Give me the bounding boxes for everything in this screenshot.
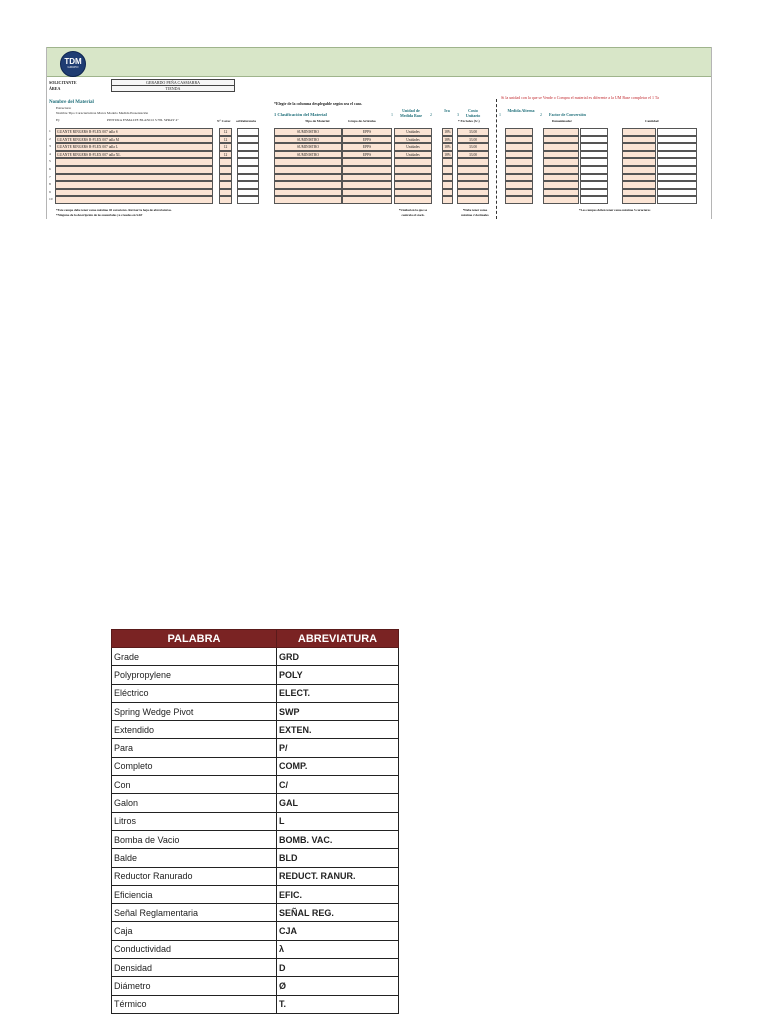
abbreviation-cell: EXTEN. — [277, 721, 399, 739]
medida-alterna-cell[interactable] — [505, 151, 533, 159]
iva-cell[interactable]: 18% — [442, 151, 453, 159]
tipo-material-cell[interactable] — [274, 166, 342, 174]
unidad-medida-cell[interactable]: Unidades — [394, 128, 432, 136]
cantidad-cell[interactable] — [622, 158, 656, 166]
medida-alterna-cell[interactable] — [505, 158, 533, 166]
abbreviation-cell: GRD — [277, 648, 399, 666]
area-field[interactable]: TIENDA — [111, 85, 235, 92]
form-header-bar — [47, 47, 711, 77]
denominador-cell[interactable] — [543, 174, 579, 182]
abbreviations-table — [111, 629, 399, 1014]
cantidad-extra-cell[interactable] — [657, 128, 697, 136]
abbreviation-cell: BOMB. VAC. — [277, 830, 399, 848]
area-label: ÁREA — [49, 86, 61, 91]
denominador-cell[interactable] — [543, 136, 579, 144]
medida-number: 1 — [499, 112, 501, 117]
factor-conversion-heading: Factor de Conversión — [549, 112, 586, 117]
costo-unitario-cell[interactable]: 33.00 — [457, 143, 489, 151]
grupo-articulos-cell[interactable] — [342, 166, 392, 174]
grupo-articulos-cell[interactable] — [342, 174, 392, 182]
referencia-cell[interactable] — [237, 174, 259, 182]
grupo-articulos-cell[interactable]: EPPS — [342, 151, 392, 159]
material-name-cell[interactable] — [55, 158, 213, 166]
tipo-material-cell[interactable] — [274, 181, 342, 189]
material-name-cell[interactable] — [55, 166, 213, 174]
cantidad-cell[interactable] — [622, 136, 656, 144]
word-cell: Densidad — [112, 959, 277, 977]
denominador-cell[interactable] — [543, 196, 579, 204]
tdm-logo — [60, 51, 86, 77]
abbreviation-cell: SWP — [277, 702, 399, 720]
tipo-material-cell[interactable] — [274, 174, 342, 182]
referencia-cell[interactable] — [237, 189, 259, 197]
denominador-extra-cell[interactable] — [580, 166, 608, 174]
referencia-cell[interactable] — [237, 128, 259, 136]
denominador-cell[interactable] — [543, 166, 579, 174]
iva-cell[interactable] — [442, 181, 453, 189]
unidad-medida-cell[interactable] — [394, 181, 432, 189]
abbreviation-row — [112, 684, 399, 702]
nombre-material-heading: Nombre del Material — [49, 100, 94, 105]
caract-count-cell[interactable]: 12 — [219, 151, 232, 159]
medida-alterna-cell[interactable] — [505, 128, 533, 136]
iva-cell[interactable] — [442, 189, 453, 197]
grupo-articulos-cell[interactable] — [342, 196, 392, 204]
referencia-cell[interactable] — [237, 158, 259, 166]
logo-text: TDM — [64, 57, 82, 66]
cantidad-extra-cell[interactable] — [657, 136, 697, 144]
word-cell: Caja — [112, 922, 277, 940]
denominador-extra-cell[interactable] — [580, 143, 608, 151]
row-number: 2 — [49, 136, 51, 141]
row-number: 8 — [49, 182, 51, 187]
factor-number: 2 — [540, 112, 542, 117]
word-cell: Con — [112, 776, 277, 794]
denominador-extra-cell[interactable] — [580, 151, 608, 159]
costo-unitario-cell[interactable] — [457, 189, 489, 197]
denominador-extra-cell[interactable] — [580, 136, 608, 144]
estructura-label: Estructura: — [56, 106, 72, 110]
abbreviation-row — [112, 702, 399, 720]
material-name-cell[interactable] — [55, 189, 213, 197]
abbreviation-cell: REDUCT. RANUR. — [277, 867, 399, 885]
unidad-medida-cell[interactable]: Unidades — [394, 143, 432, 151]
unidad-medida-cell[interactable] — [394, 189, 432, 197]
cantidad-extra-cell[interactable] — [657, 143, 697, 151]
estructura-detail: Nombre Tipo Caracteristicas Marca Modelo Medida Presentación — [56, 111, 149, 115]
cantidad-extra-cell[interactable] — [657, 189, 697, 197]
footnote-sap: *Ninguno de la descripción de los materiales ya creados en SAP — [56, 213, 143, 217]
col-referencia: od Referencia — [236, 119, 256, 123]
abbreviation-row — [112, 794, 399, 812]
abbreviations-body — [112, 648, 399, 1014]
footnote-decimals: *Debe tener como máximo 2 decimales — [461, 208, 489, 217]
row-number: 6 — [49, 167, 51, 171]
logo-subtext: GRUPO — [67, 65, 79, 69]
grupo-articulos-cell[interactable] — [342, 189, 392, 197]
referencia-cell[interactable] — [237, 143, 259, 151]
example-label: Ej: — [56, 118, 61, 122]
col-denominador: Denominador — [552, 119, 572, 123]
medida-alterna-cell[interactable] — [505, 136, 533, 144]
grupo-articulos-cell[interactable] — [342, 158, 392, 166]
cantidad-extra-cell[interactable] — [657, 158, 697, 166]
unidad-medida-cell[interactable]: Unidades — [394, 136, 432, 144]
elegir-note: *Elegir de la columna desplegable según sea el caso. — [274, 101, 363, 106]
abbreviation-row — [112, 959, 399, 977]
medida-alterna-cell[interactable] — [505, 174, 533, 182]
example-value: PINTURA ESMALTE BLANCO 3.78L SPRAY 4" — [107, 118, 179, 122]
abbreviation-row — [112, 904, 399, 922]
word-cell: Diámetro — [112, 977, 277, 995]
denominador-cell[interactable] — [543, 158, 579, 166]
costo-unitario-cell[interactable] — [457, 174, 489, 182]
iva-number: 3 — [457, 112, 459, 117]
referencia-cell[interactable] — [237, 151, 259, 159]
medida-alterna-cell[interactable] — [505, 189, 533, 197]
word-cell: Eléctrico — [112, 684, 277, 702]
costo-unitario-cell[interactable] — [457, 196, 489, 204]
costo-unitario-cell[interactable]: 33.00 — [457, 128, 489, 136]
cantidad-cell[interactable] — [622, 196, 656, 204]
word-cell: Grade — [112, 648, 277, 666]
section-divider — [496, 99, 497, 219]
word-cell: Balde — [112, 849, 277, 867]
grupo-articulos-cell[interactable]: EPPS — [342, 143, 392, 151]
row-number: 10 — [49, 197, 53, 202]
denominador-extra-cell[interactable] — [580, 189, 608, 197]
costo-unitario-cell[interactable] — [457, 166, 489, 174]
word-cell: Para — [112, 739, 277, 757]
tipo-material-cell[interactable]: SUMINISTRO — [274, 128, 342, 136]
unidad-medida-cell[interactable] — [394, 174, 432, 182]
unidad-medida-cell[interactable] — [394, 158, 432, 166]
footnote-stock: *Unidad en la que se controla el stock. — [398, 208, 428, 217]
tipo-material-cell[interactable] — [274, 189, 342, 197]
abbreviation-row — [112, 721, 399, 739]
costo-unitario-cell[interactable]: 33.00 — [457, 136, 489, 144]
denominador-cell[interactable] — [543, 151, 579, 159]
costo-unitario-heading: Costo Unitario — [465, 108, 481, 118]
row-number: 1 — [49, 129, 51, 133]
iva-cell[interactable] — [442, 174, 453, 182]
referencia-cell[interactable] — [237, 181, 259, 189]
iva-cell[interactable]: 18% — [442, 128, 453, 136]
caract-count-cell[interactable] — [219, 189, 232, 197]
col-grupo-articulos: Grupo de Artículos — [348, 119, 376, 123]
material-name-cell[interactable] — [55, 181, 213, 189]
caract-count-cell[interactable]: 12 — [219, 136, 232, 144]
cantidad-cell[interactable] — [622, 174, 656, 182]
abbreviation-row — [112, 739, 399, 757]
cantidad-extra-cell[interactable] — [657, 174, 697, 182]
referencia-cell[interactable] — [237, 196, 259, 204]
denominador-extra-cell[interactable] — [580, 158, 608, 166]
tipo-material-cell[interactable]: SUMINISTRO — [274, 136, 342, 144]
medida-alterna-cell[interactable] — [505, 181, 533, 189]
abbreviation-cell: ELECT. — [277, 684, 399, 702]
tipo-material-cell[interactable]: SUMINISTRO — [274, 151, 342, 159]
cantidad-cell[interactable] — [622, 151, 656, 159]
abbreviation-cell: D — [277, 959, 399, 977]
costo-unitario-cell[interactable] — [457, 158, 489, 166]
material-name-cell[interactable]: GUANTE RINGERS R-FLEX 007 talla S — [55, 128, 213, 136]
solicitante-label: SOLICITANTE — [49, 80, 77, 85]
material-request-form — [46, 47, 712, 219]
abbreviation-cell: P/ — [277, 739, 399, 757]
material-name-cell[interactable] — [55, 196, 213, 204]
word-cell: Térmico — [112, 995, 277, 1013]
word-cell: Spring Wedge Pivot — [112, 702, 277, 720]
tipo-material-cell[interactable]: SUMINISTRO — [274, 143, 342, 151]
abbreviation-row — [112, 830, 399, 848]
denominador-extra-cell[interactable] — [580, 181, 608, 189]
word-cell: Litros — [112, 812, 277, 830]
caract-count-cell[interactable] — [219, 158, 232, 166]
col-tipo-material: Tipo de Material — [305, 119, 330, 123]
grupo-articulos-cell[interactable] — [342, 181, 392, 189]
abbreviation-cell: C/ — [277, 776, 399, 794]
iva-cell[interactable] — [442, 196, 453, 204]
caract-count-cell[interactable] — [219, 196, 232, 204]
row-number: 3 — [49, 144, 51, 149]
abbreviation-cell: POLY — [277, 666, 399, 684]
col-num-caract: N° Carac — [217, 119, 231, 123]
abbreviation-cell: T. — [277, 995, 399, 1013]
abbreviation-row — [112, 867, 399, 885]
referencia-cell[interactable] — [237, 166, 259, 174]
unidad-medida-cell[interactable]: Unidades — [394, 151, 432, 159]
row-number: 7 — [49, 174, 51, 179]
word-cell: Polypropylene — [112, 666, 277, 684]
caract-count-cell[interactable]: 12 — [219, 128, 232, 136]
abbreviation-row — [112, 849, 399, 867]
abbreviation-cell: SEÑAL REG. — [277, 904, 399, 922]
material-name-cell[interactable]: GUANTE RINGERS R-FLEX 007 talla XL — [55, 151, 213, 159]
cantidad-cell[interactable] — [622, 189, 656, 197]
abbreviation-cell: GAL — [277, 794, 399, 812]
abbreviation-row — [112, 995, 399, 1013]
costo-unitario-cell[interactable]: 33.00 — [457, 151, 489, 159]
iva-heading: Iva — [444, 108, 450, 113]
unidad-number: 2 — [430, 112, 432, 117]
medida-alterna-heading: Medida Alterna — [507, 108, 535, 113]
grupo-articulos-cell[interactable]: EPPS — [342, 128, 392, 136]
word-cell: Bomba de Vacio — [112, 830, 277, 848]
denominador-cell[interactable] — [543, 181, 579, 189]
abbreviation-row — [112, 885, 399, 903]
word-cell: Extendido — [112, 721, 277, 739]
abbreviation-cell: COMP. — [277, 757, 399, 775]
abbreviation-cell: BLD — [277, 849, 399, 867]
word-cell: Conductividad — [112, 940, 277, 958]
unidad-medida-heading: Unidad de Medida Base — [399, 108, 423, 118]
row-number: 9 — [49, 189, 51, 194]
footnote-length: *Este campo debe tener como máximo 40 caracteres. Revisar la hoja de abreviaturas. — [56, 208, 172, 212]
word-cell: Completo — [112, 757, 277, 775]
denominador-cell[interactable] — [543, 143, 579, 151]
caract-count-cell[interactable] — [219, 174, 232, 182]
costo-unitario-cell[interactable] — [457, 181, 489, 189]
denominador-extra-cell[interactable] — [580, 128, 608, 136]
word-cell: Señal Reglamentaria — [112, 904, 277, 922]
abbreviation-cell: EFIC. — [277, 885, 399, 903]
material-name-cell[interactable]: GUANTE RINGERS R-FLEX 007 talla L — [55, 143, 213, 151]
medida-alterna-cell[interactable] — [505, 196, 533, 204]
cantidad-extra-cell[interactable] — [657, 166, 697, 174]
word-cell: Reductor Ranurado — [112, 867, 277, 885]
cantidad-cell[interactable] — [622, 128, 656, 136]
conversion-note: Si la unidad con la que se Vende o Compra el material es diferente a la UM Base completar el 1 Ta — [501, 95, 659, 100]
col-cantidad: Cantidad — [645, 119, 659, 123]
abbreviation-row — [112, 812, 399, 830]
medida-alterna-cell[interactable] — [505, 166, 533, 174]
unidad-medida-cell[interactable] — [394, 166, 432, 174]
cantidad-extra-cell[interactable] — [657, 196, 697, 204]
solicitante-field[interactable]: GERARDO PEÑA CASMARRA — [111, 79, 235, 86]
material-name-cell[interactable]: GUANTE RINGERS R-FLEX 007 talla M — [55, 136, 213, 144]
iva-cell[interactable] — [442, 158, 453, 166]
denominador-extra-cell[interactable] — [580, 174, 608, 182]
referencia-cell[interactable] — [237, 136, 259, 144]
abbreviation-cell: λ — [277, 940, 399, 958]
header-abreviatura: ABREVIATURA — [277, 630, 399, 648]
cantidad-cell[interactable] — [622, 181, 656, 189]
cantidad-extra-cell[interactable] — [657, 181, 697, 189]
iva-cell[interactable]: 18% — [442, 136, 453, 144]
unidad-medida-cell[interactable] — [394, 196, 432, 204]
grupo-articulos-cell[interactable]: EPPS — [342, 136, 392, 144]
denominador-cell[interactable] — [543, 128, 579, 136]
material-name-cell[interactable] — [55, 174, 213, 182]
cantidad-extra-cell[interactable] — [657, 151, 697, 159]
medida-alterna-cell[interactable] — [505, 143, 533, 151]
abbreviation-row — [112, 977, 399, 995]
caract-count-cell[interactable] — [219, 166, 232, 174]
iva-cell[interactable] — [442, 166, 453, 174]
row-number: 5 — [49, 159, 51, 164]
header-palabra: PALABRA — [112, 630, 277, 648]
cantidad-cell[interactable] — [622, 166, 656, 174]
word-cell: Eficiencia — [112, 885, 277, 903]
abbreviation-row — [112, 776, 399, 794]
cantidad-cell[interactable] — [622, 143, 656, 151]
col-sin-iva: * En Soles (S/.) — [458, 119, 480, 123]
abbreviation-row — [112, 666, 399, 684]
iva-cell[interactable]: 18% — [442, 143, 453, 151]
abbreviation-cell: Ø — [277, 977, 399, 995]
footnote-characters: *Los campos deben tener como máximo 5 caracteres — [579, 208, 651, 212]
abbreviation-row — [112, 940, 399, 958]
abbreviation-cell: CJA — [277, 922, 399, 940]
tipo-material-cell[interactable] — [274, 196, 342, 204]
abbreviation-row — [112, 757, 399, 775]
denominador-extra-cell[interactable] — [580, 196, 608, 204]
clasificacion-heading: 1 Clasificación del Material — [274, 112, 327, 117]
abbreviation-row — [112, 648, 399, 666]
caract-count-cell[interactable] — [219, 181, 232, 189]
abbreviation-cell: L — [277, 812, 399, 830]
tipo-material-cell[interactable] — [274, 158, 342, 166]
row-number: 4 — [49, 151, 51, 156]
caract-count-cell[interactable]: 12 — [219, 143, 232, 151]
denominador-cell[interactable] — [543, 189, 579, 197]
abbreviation-row — [112, 922, 399, 940]
word-cell: Galon — [112, 794, 277, 812]
clasificacion-number: 1 — [391, 112, 393, 117]
